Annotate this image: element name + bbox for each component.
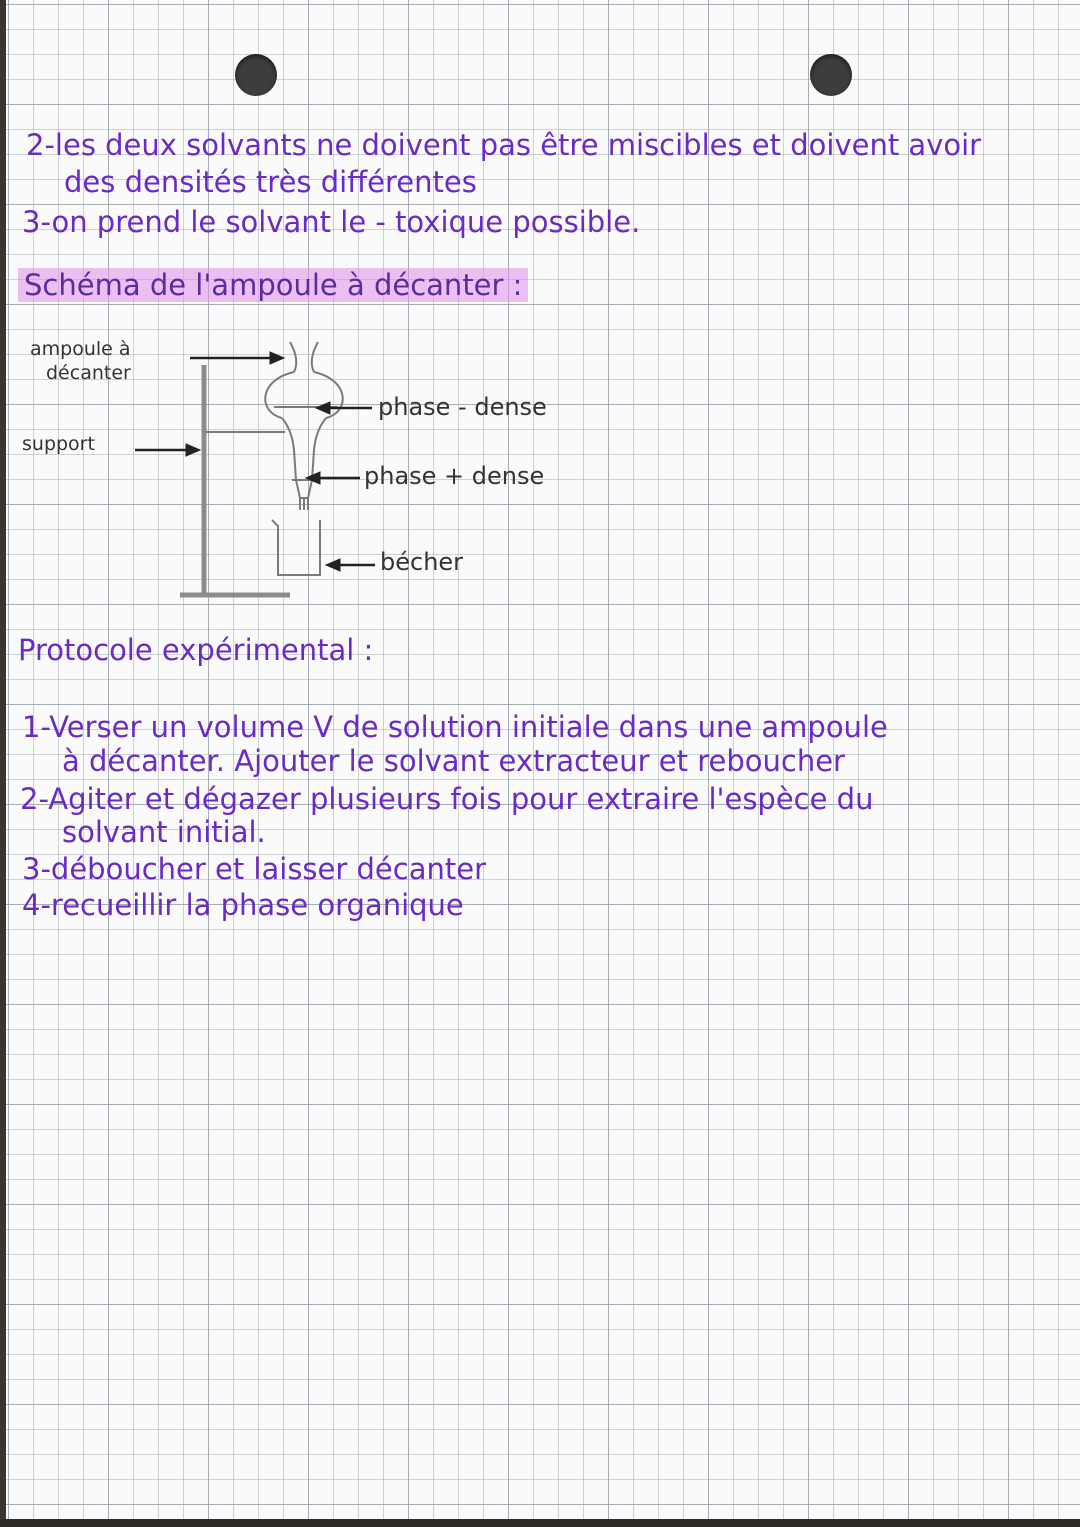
protocol-step-4: 4-recueillir la phase organique	[22, 888, 464, 922]
protocol-step-2a: 2-Agiter et dégazer plusieurs fois pour extraire l'espèce du	[20, 782, 874, 816]
protocol-title: Protocole expérimental :	[18, 633, 374, 667]
label-ampoule-line1: ampoule à	[30, 338, 131, 360]
funnel-stem	[296, 480, 312, 498]
schema-title-text: Schéma de l'ampoule à décanter :	[18, 268, 528, 302]
label-phase-plus-dense: phase + dense	[364, 462, 545, 490]
label-phase-minus-dense: phase - dense	[378, 393, 547, 421]
text-line-3: 3-on prend le solvant le - toxique possible.	[22, 205, 641, 239]
funnel-lower-left	[282, 418, 296, 480]
funnel-neck-left	[290, 342, 296, 372]
page-left-edge	[0, 0, 6, 1527]
funnel-lower-right	[312, 418, 326, 480]
arrow-ampoule-head	[270, 352, 284, 364]
schema-title	[18, 268, 528, 302]
protocol-step-3: 3-déboucher et laisser décanter	[22, 852, 486, 886]
funnel-neck-right	[312, 342, 318, 372]
page-bottom-edge	[0, 1519, 1080, 1527]
label-support: support	[22, 433, 95, 455]
text-line-2a: 2-les deux solvants ne doivent pas être miscibles et doivent avoir	[26, 128, 982, 162]
arrow-becher-head	[326, 559, 340, 571]
protocol-step-1b: à décanter. Ajouter le solvant extracteur et reboucher	[62, 744, 845, 778]
binder-hole-right	[810, 54, 852, 96]
label-becher: bécher	[380, 548, 464, 576]
label-ampoule-line2: décanter	[46, 362, 131, 384]
beaker	[272, 520, 320, 575]
binder-hole-left	[235, 54, 277, 96]
text-line-2b: des densités très différentes	[64, 165, 477, 199]
arrow-support-head	[186, 444, 200, 456]
protocol-step-2b: solvant initial.	[62, 815, 266, 849]
arrow-phase-minus-head	[316, 402, 330, 414]
funnel-bulb-left	[265, 372, 294, 418]
protocol-step-1a: 1-Verser un volume V de solution initiale dans une ampoule	[22, 710, 888, 744]
